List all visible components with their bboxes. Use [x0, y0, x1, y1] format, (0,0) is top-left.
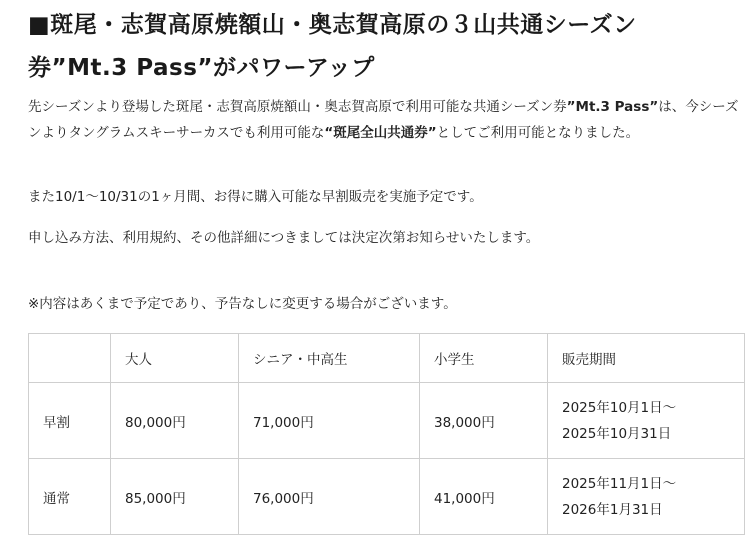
- senior-price: 76,000円: [239, 459, 420, 535]
- senior-price: 71,000円: [239, 383, 420, 459]
- row-label: 早割: [29, 383, 111, 459]
- early-sale-paragraph: また10/1〜10/31の1ヶ月間、お得に購入可能な早割販売を実施予定です。: [28, 189, 483, 205]
- intro-text-3: としてご利用可能となりました。: [436, 125, 640, 141]
- sales-period: [548, 459, 745, 535]
- period-start: 2025年11月1日〜: [562, 475, 677, 492]
- intro-paragraph: [28, 94, 740, 146]
- table-row: [29, 459, 745, 535]
- intro-text-1: 先シーズンより登場した斑尾・志賀高原焼額山・奥志賀高原で利用可能な共通シーズン券: [28, 99, 567, 115]
- highlight-pass-name: “斑尾全山共通券”: [324, 125, 437, 141]
- price-table: [28, 333, 745, 535]
- child-price: 38,000円: [420, 383, 548, 459]
- child-price: 41,000円: [420, 459, 548, 535]
- header-cell-period: 販売期間: [548, 334, 745, 383]
- adult-price: 85,000円: [111, 459, 239, 535]
- period-start: 2025年10月1日〜: [562, 399, 677, 416]
- header-cell-child: 小学生: [420, 334, 548, 383]
- header-cell-blank: [29, 334, 111, 383]
- pass-name: ”Mt.3 Pass”: [566, 99, 659, 115]
- table-header-row: [29, 334, 745, 383]
- title-line-2: 券”Mt.3 Pass”がパワーアップ: [28, 55, 375, 81]
- header-cell-senior: シニア・中高生: [239, 334, 420, 383]
- application-note: 申し込み方法、利用規約、その他詳細につきましては決定次第お知らせいたします。: [28, 230, 540, 246]
- disclaimer-note: ※内容はあくまで予定であり、予告なしに変更する場合がございます。: [28, 296, 457, 312]
- intro-text-2: は、今シーズンよりタングラムスキーサーカスでも利用可能な: [28, 99, 739, 141]
- header-cell-adult: 大人: [111, 334, 239, 383]
- table-row: [29, 383, 745, 459]
- row-label: 通常: [29, 459, 111, 535]
- period-end: 2025年10月31日: [562, 425, 672, 442]
- adult-price: 80,000円: [111, 383, 239, 459]
- title-line-1: ■斑尾・志賀高原焼額山・奥志賀高原の３山共通シーズン: [28, 12, 637, 38]
- page-title: [28, 4, 738, 90]
- period-end: 2026年1月31日: [562, 501, 663, 518]
- sales-period: [548, 383, 745, 459]
